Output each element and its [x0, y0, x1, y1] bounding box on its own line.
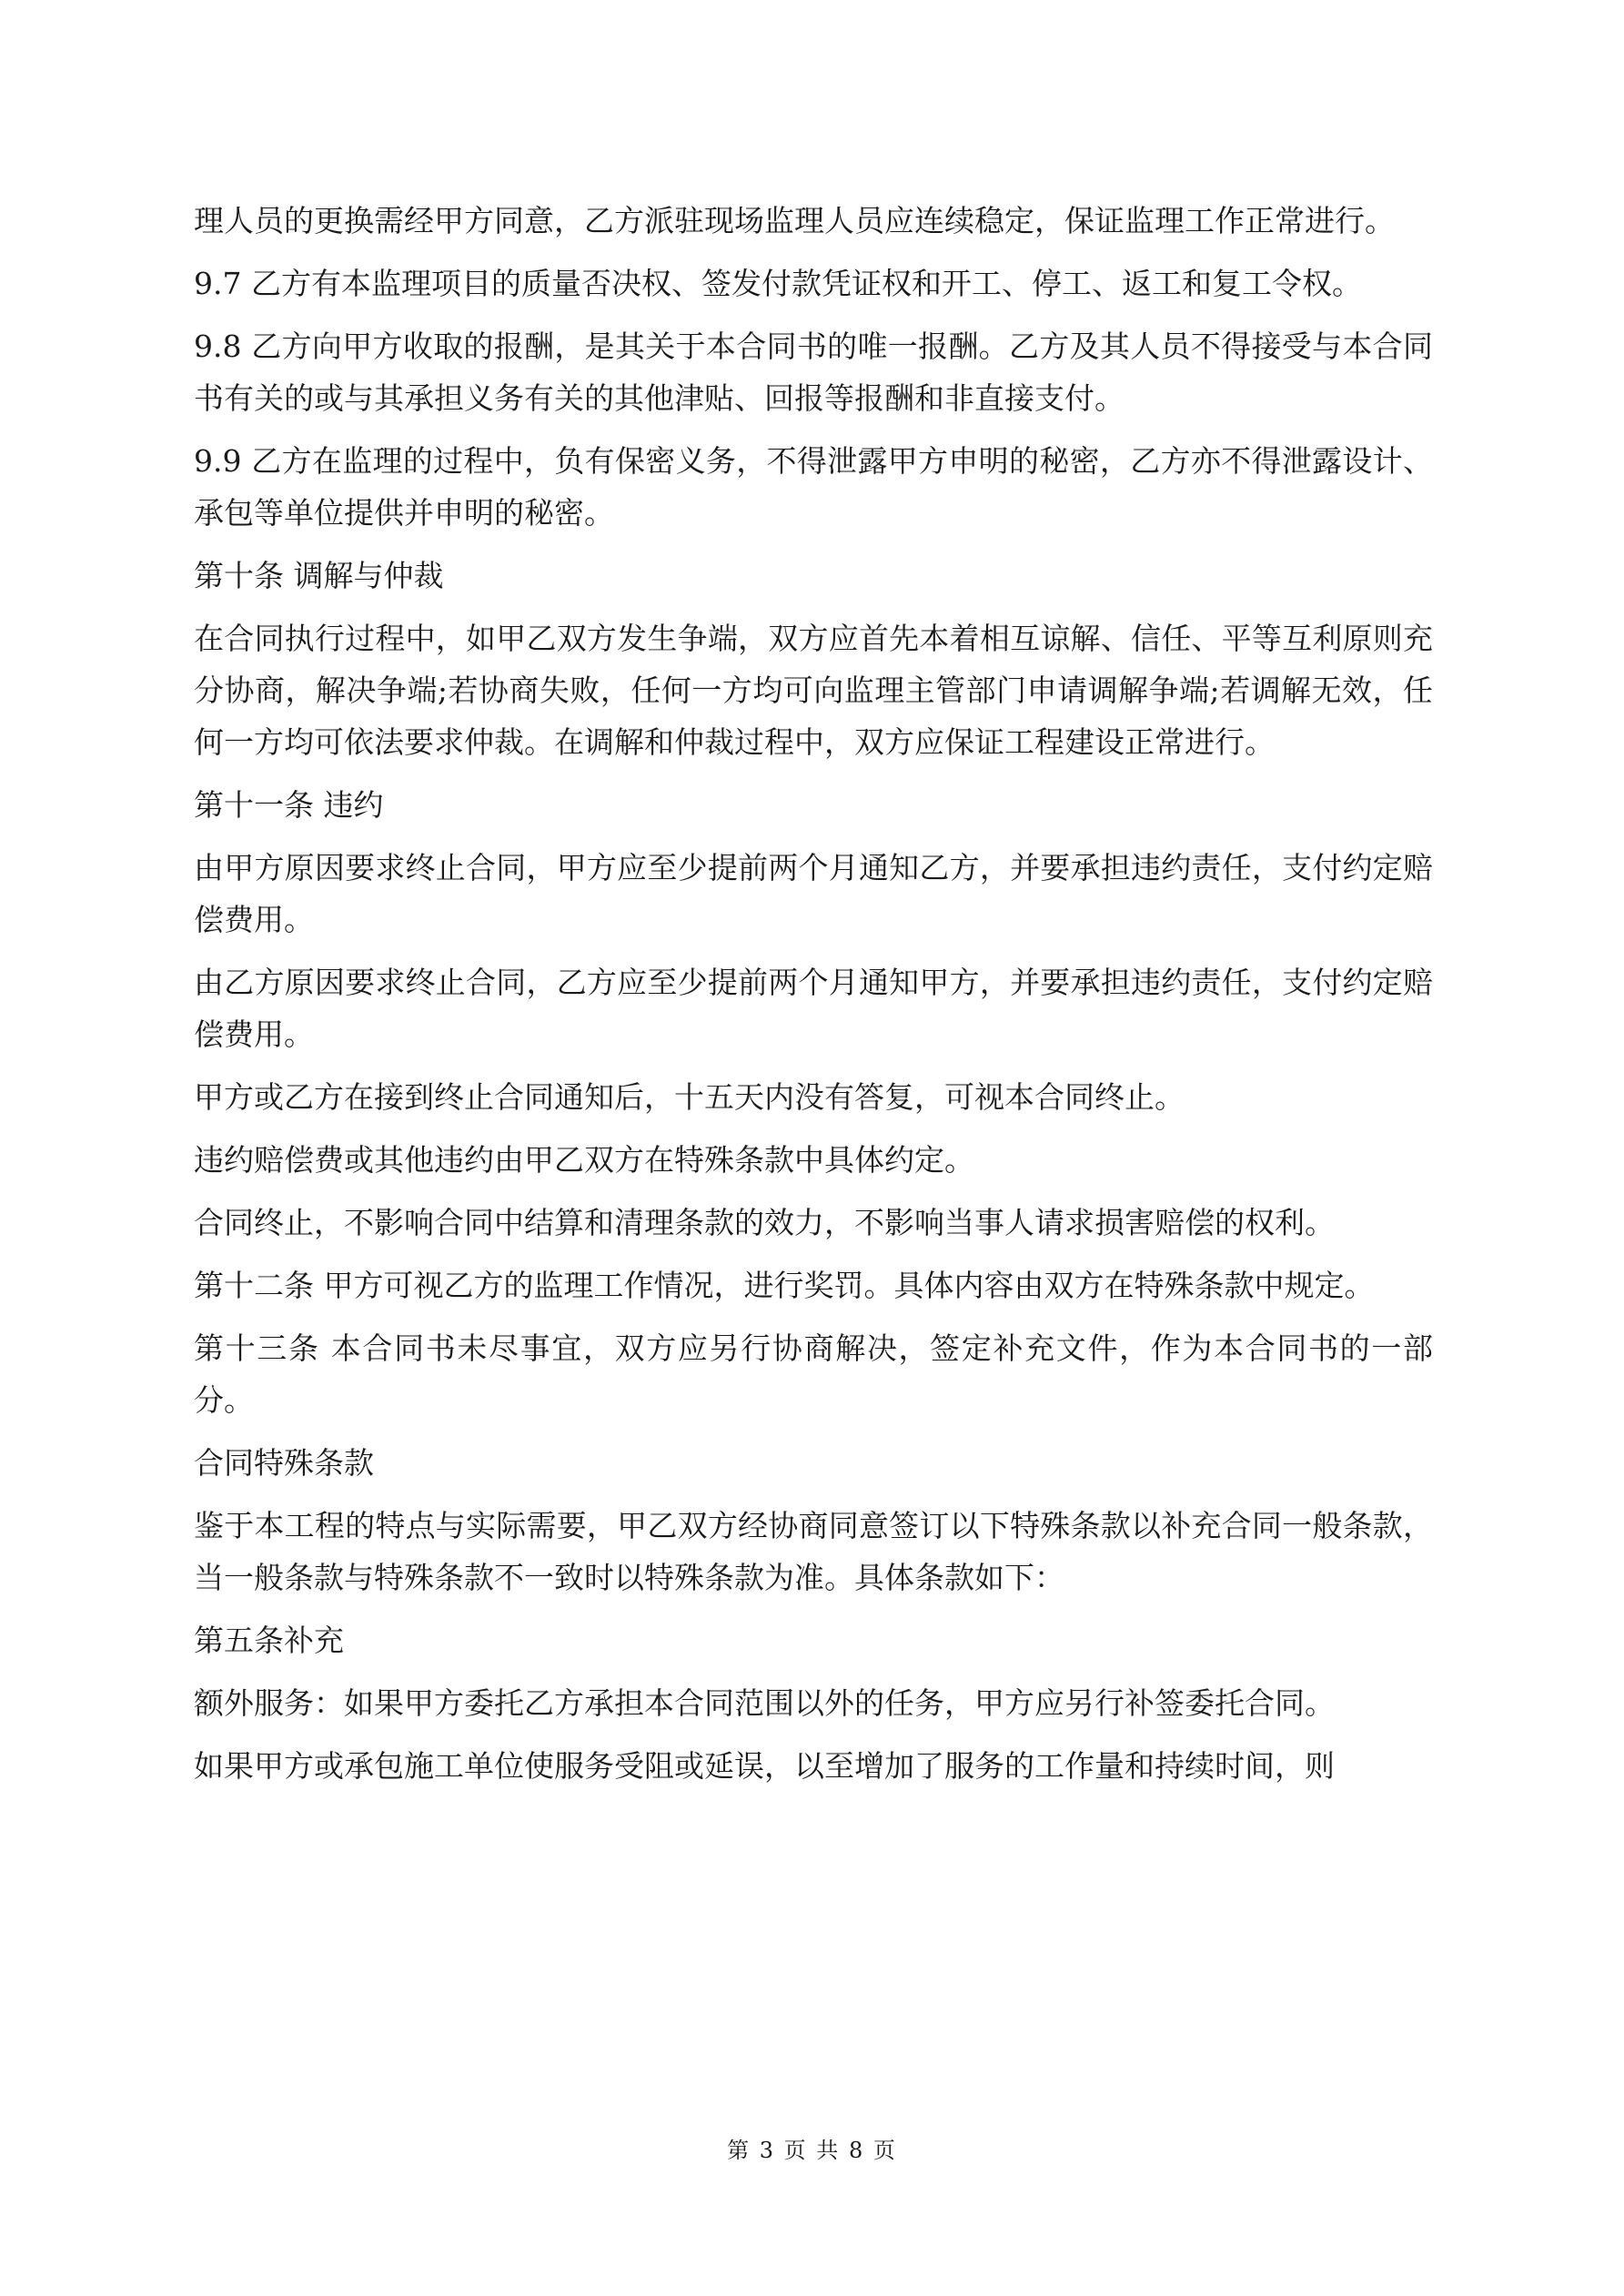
paragraph-no-reply-termination: 甲方或乙方在接到终止合同通知后，十五天内没有答复，可视本合同终止。 [194, 1079, 1185, 1115]
paragraph-special-terms-intro: 鉴于本工程的特点与实际需要，甲乙双方经协商同意签订以下特殊条款以补充合同一般条款，当一般条款与特殊条款不一致时以特殊条款为准。具体条款如下： [194, 1508, 1433, 1595]
paragraph-termination-party-a: 由甲方原因要求终止合同，甲方应至少提前两个月通知乙方，并要承担违约责任，支付约定赔偿费用。 [194, 850, 1433, 937]
paragraph-extra-services: 额外服务：如果甲方委托乙方承担本合同范围以外的任务，甲方应另行补签委托合同。 [194, 1685, 1335, 1721]
paragraph-clause-9-7: 9.7 乙方有本监理项目的质量否决权、签发付款凭证权和开工、停工、返工和复工令权。 [194, 266, 1362, 301]
paragraph-service-delay: 如果甲方或承包施工单位使服务受阻或延误，以至增加了服务的工作量和持续时间，则 [194, 1748, 1335, 1784]
paragraph-compensation: 违约赔偿费或其他违约由甲乙双方在特殊条款中具体约定。 [194, 1142, 974, 1178]
paragraph-clause-9-8: 9.8 乙方向甲方收取的报酬，是其关于本合同书的唯一报酬。乙方及其人员不得接受与本合同书有关的或与其承担义务有关的其他津贴、回报等报酬和非直接支付。 [194, 329, 1433, 416]
paragraph-dispute-resolution: 在合同执行过程中，如甲乙双方发生争端，双方应首先本着相互谅解、信任、平等互利原则充分协商，解决争端;若协商失败，任何一方均可向监理主管部门申请调解争端;若调解无效，任何一方均可依法要求仲裁。在调解和仲裁过程中，双方应保证工程建设正常进行。 [194, 621, 1433, 760]
paragraph-article-13: 第十三条 本合同书未尽事宜，双方应另行协商解决，签定补充文件，作为本合同书的一部分。 [194, 1330, 1433, 1418]
heading-special-terms: 合同特殊条款 [194, 1445, 374, 1481]
paragraph-article-12: 第十二条 甲方可视乙方的监理工作情况，进行奖罚。具体内容由双方在特殊条款中规定。 [194, 1268, 1375, 1303]
heading-article-10: 第十条 调解与仲裁 [194, 558, 444, 593]
paragraph-clause-9-9: 9.9 乙方在监理的过程中，负有保密义务，不得泄露甲方申明的秘密，乙方亦不得泄露设计、承包等单位提供并申明的秘密。 [194, 443, 1433, 531]
heading-article-5-supplement: 第五条补充 [194, 1623, 344, 1658]
heading-article-11: 第十一条 违约 [194, 787, 384, 823]
paragraph-termination-party-b: 由乙方原因要求终止合同，乙方应至少提前两个月通知甲方，并要承担违约责任，支付约定赔偿费用。 [194, 965, 1433, 1052]
paragraph-termination-effect: 合同终止，不影响合同中结算和清理条款的效力，不影响当事人请求损害赔偿的权利。 [194, 1205, 1335, 1240]
paragraph-staff-replacement: 理人员的更换需经甲方同意，乙方派驻现场监理人员应连续稳定，保证监理工作正常进行。 [194, 203, 1395, 238]
page-number: 第 3 页 共 8 页 [727, 2138, 897, 2163]
document-body [194, 195, 1433, 1803]
